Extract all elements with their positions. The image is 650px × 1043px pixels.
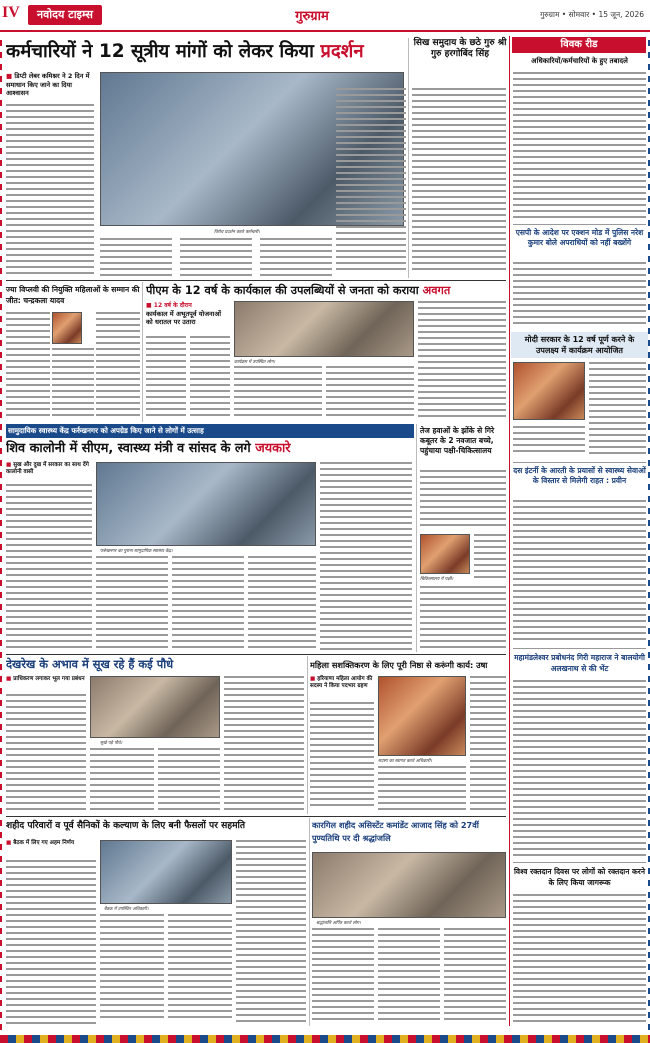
row5-body3 xyxy=(168,914,232,1026)
row4-right-photo xyxy=(378,676,466,756)
sidebar-title: विवक रीड xyxy=(512,37,646,53)
row4-left-sub: ■ प्राधिकरण लगाकर भूल गया प्रबंधन xyxy=(6,676,85,682)
row3-body5 xyxy=(320,462,412,652)
page-number: IV xyxy=(2,4,20,21)
row4-body4 xyxy=(224,676,304,814)
lead-photo-caption: विरोध प्रदर्शन करते कर्मचारी। xyxy=(214,230,260,235)
row2-main-photo xyxy=(234,301,414,357)
row3-sub: ■ सुख और दुख में सरकार का साथ देंगे कालोनी वासी xyxy=(6,462,89,475)
row2-main-body2 xyxy=(190,336,230,422)
row5-right-caption: श्रद्धांजलि अर्पित करते लोग। xyxy=(316,921,361,926)
sidebar-s1-headline: अधिकारियों/कर्मचारियों के हुए तबादले xyxy=(531,57,628,65)
row2-left-body3 xyxy=(96,312,140,422)
row5-body2 xyxy=(100,914,164,1026)
sidebar-s4-body xyxy=(513,500,646,646)
row4-right-body3 xyxy=(378,766,466,814)
row2-main-caption: कार्यक्रम में उपस्थित लोग। xyxy=(234,360,276,365)
masthead xyxy=(0,0,650,32)
row5-right-headline: कारगिल शहीद असिस्टेंट कमांडेंट आजाद सिंह को 27वीं पुण्यतिथि पर दी श्रद्धांजलि xyxy=(312,820,479,843)
pigeon-body2 xyxy=(474,534,506,582)
sikh-headline: सिख समुदाय के छठे गुरु श्री गुरु हरगोबिंद सिंह xyxy=(413,38,507,59)
sidebar-s1-body xyxy=(513,72,646,222)
left-margin-decoration xyxy=(0,40,2,1030)
row5-right-body3 xyxy=(444,928,506,1026)
row3-body3 xyxy=(172,556,244,652)
row5-right-photo xyxy=(312,852,506,918)
pigeon-caption: चिकित्सालय में पक्षी। xyxy=(420,577,454,582)
pigeon-photo xyxy=(420,534,470,574)
sidebar-s3-photo xyxy=(513,362,585,420)
row5-left-photo xyxy=(100,840,232,904)
section-tag: गुरुग्राम xyxy=(295,9,329,24)
row3-photo xyxy=(96,462,316,546)
row2-left-headline: ज्या विप्लवी की नियुक्ति महिलाओं के सम्मान की जीत: चन्द्रकला यादव xyxy=(6,285,140,305)
sidebar-s6-body xyxy=(513,894,646,1026)
sidebar-s3-headline: मोदी सरकार के 12 वर्ष पूर्ण करने के उपलक्ष्य में कार्यक्रम आयोजित xyxy=(524,335,635,355)
sidebar-s3-body2 xyxy=(513,426,585,458)
row3-headline: शिव कालोनी में सीएम, स्वास्थ्य मंत्री व सांसद के लगे जयकारे xyxy=(6,441,291,456)
sidebar-s2-headline: एसपी के आदेश पर एक्शन मोड में पुलिस नरेश कुमार बोले अपराधियों को नहीं बख्शेंगे xyxy=(515,228,644,247)
row2-main-headline: पीएम के 12 वर्ष के कार्यकाल की उपलब्धियों से जनता को कराया अवगत xyxy=(146,284,451,297)
row2-left-photo xyxy=(52,312,82,344)
lead-subhead: ■ डिप्टी लेबर कमिश्नर ने 2 दिन में समाधान किए जाने का दिया आश्वासन xyxy=(6,72,90,97)
dateline: गुरुग्राम • सोमवार • 15 जून, 2026 xyxy=(540,10,644,19)
lead-headline: कर्मचारियों ने 12 सूत्रीय मांगों को लेकर किया प्रदर्शन xyxy=(6,41,364,62)
row3-banner: सामुदायिक स्वास्थ्य केंद्र फर्रुखनगर को अपग्रेड किए जाने से लोगों में उत्साह xyxy=(8,426,204,435)
sikh-body-col1 xyxy=(336,88,406,278)
newspaper-logo: नवोदय टाइम्स xyxy=(28,5,102,25)
row2-left-body xyxy=(6,312,50,422)
pigeon-headline: तेज हवाओं के झोंके से गिरे कबूतर के 2 नवजात बच्चे, पहुंचाया पक्षी-चिकित्सालय xyxy=(420,426,495,455)
row3-body2 xyxy=(96,556,168,652)
footer-decoration-strip xyxy=(0,1035,650,1043)
sikh-body-col2 xyxy=(412,88,506,278)
sidebar-s6-headline: विश्व रक्तदान दिवस पर लोगों को रक्तदान करने के लिए किया जागरूक xyxy=(513,867,646,887)
row4-caption: सूखे पड़े पौधे। xyxy=(100,741,123,746)
sidebar-s5-body xyxy=(513,680,646,860)
row4-body3 xyxy=(158,748,220,814)
row5-left-sub: ■ बैठक में लिए गए अहम निर्णय xyxy=(6,840,75,846)
row5-left-caption: बैठक में उपस्थित अधिकारी। xyxy=(104,907,149,912)
row2-main-body4 xyxy=(326,366,414,422)
row4-right-headline: महिला सशक्तिकरण के लिए पूरी निष्ठा से करूंगी कार्य: उषा xyxy=(310,660,488,670)
row4-right-body2 xyxy=(470,676,506,814)
row4-right-sub: ■ हरियाणा महिला आयोग की सदस्य ने किया पदभार ग्रहण xyxy=(310,676,373,689)
row4-body2 xyxy=(90,748,154,814)
row4-photo xyxy=(90,676,220,738)
row5-right-body2 xyxy=(378,928,440,1026)
row2-left-body2 xyxy=(52,348,94,422)
row5-left-headline: शहीद परिवारों व पूर्व सैनिकों के कल्याण के लिए बनी फैसलों पर सहमति xyxy=(6,821,246,831)
row2-main-body5 xyxy=(418,301,506,422)
sidebar-s5-headline: महामंडलेश्वर प्रबोधनंद गिरी महाराज ने बालयोगी अलखनाथ से की भेंट xyxy=(514,653,645,673)
row5-right-body1 xyxy=(312,928,374,1026)
pigeon-body3 xyxy=(420,586,506,652)
pigeon-body1 xyxy=(420,470,506,530)
lead-body-col2 xyxy=(100,238,172,278)
row4-left-headline: देखरेख के अभाव में सूख रहे हैं कई पौधे xyxy=(6,657,174,671)
row4-body1 xyxy=(6,694,86,814)
lead-body-col1 xyxy=(6,104,94,279)
row2-main-body1 xyxy=(146,336,186,422)
row5-body4 xyxy=(236,840,306,1026)
row4-right-caption: सदस्य का स्वागत करते अधिकारी। xyxy=(378,759,432,764)
lead-body-col3 xyxy=(180,238,252,278)
row3-caption: फर्रुखनगर का पुराना सामुदायिक स्वास्थ्य केंद्र। xyxy=(100,549,173,554)
sidebar-s2-body xyxy=(513,262,646,330)
row5-body1 xyxy=(6,860,96,1026)
row3-body4 xyxy=(248,556,316,652)
row2-box-headline: कार्यकाल में अभूतपूर्व योजनाओं को धरातल पर उतारा xyxy=(146,310,221,326)
row3-body1 xyxy=(6,484,92,652)
row4-right-body1 xyxy=(310,702,374,814)
row2-main-body3 xyxy=(234,366,322,422)
row2-box-label: ■ 12 वर्ष के दौरान xyxy=(146,302,192,309)
sidebar-s3-body xyxy=(589,362,646,458)
sidebar-s4-headline: दस इंटर्नी के आरती के प्रयासों से स्वास्थ्य सेवाओं के विस्तार से मिलेगी राहत : प्रवीन xyxy=(513,466,646,485)
lead-body-col4 xyxy=(260,238,332,278)
